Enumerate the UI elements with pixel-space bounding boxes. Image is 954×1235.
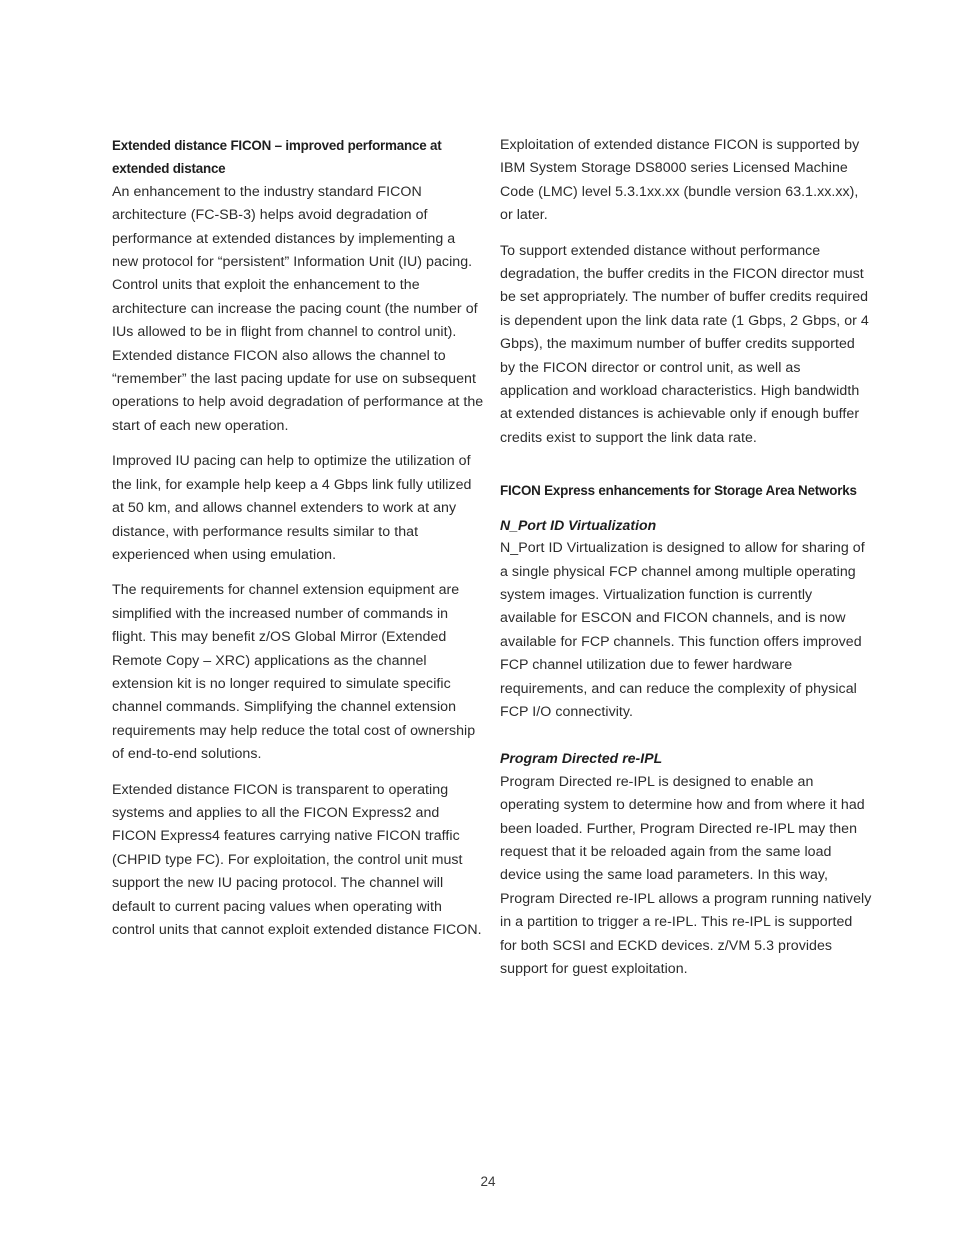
left-column [112, 134, 484, 942]
right-column [500, 134, 872, 981]
paragraph-channel-extension: The requirements for channel extension equipment are simplified with the increased number of commands in flight. This may benefit z/OS Global Mirror (Extended Remote Copy – XRC) applications as the channel extension kit is no longer required to simulate specific channel commands. Simplifying the channel extension requirements may help reduce the total cost of ownership of end-to-end solutions. [112, 582, 476, 763]
paragraph-npiv: N_Port ID Virtualization is designed to allow for sharing of a single physical FCP channel among multiple operating system images. Virtualization function is currently available for ESCON and FICON channels, and is now available for FCP channels. This function offers improved FCP channel utilization due to fewer hardware requirements, and can reduce the complexity of physical FCP I/O connectivity. [500, 540, 865, 720]
subheading-program-directed-reipl: Program Directed re-IPL [500, 750, 663, 767]
paragraph-iu-pacing-enhancement: An enhancement to the industry standard FICON architecture (FC-SB-3) helps avoid degradation of performance at extended distances by implementing a new protocol for “persistent” Information Unit (IU) pacing. Control units that exploit the enhancement to the architecture can increase the pacing count (the number of IUs allowed to be in flight from channel to control unit). Extended distance FICON also allows the channel to “remember” the last pacing update for use on subsequent operations to help avoid degradation of performance at the start of each new operation. [112, 183, 484, 434]
paragraph-buffer-credits: To support extended distance without performance degradation, the buffer credits in the FICON director must be set appropriately. The number of buffer credits required is dependent upon the link data rate (1 Gbps, 2 Gbps, or 4 Gbps), the maximum number of buffer credits supported by the FICON director or control unit, as well as application and workload characteristics. High bandwidth at extended distances is achievable only if enough buffer credits exist to support the link data rate. [500, 242, 869, 446]
page-number: 24 [480, 1174, 496, 1189]
paragraph-exploitation-support: Exploitation of extended distance FICON is supported by IBM System Storage DS8000 series Licensed Machine Code (LMC) level 5.3.1xx.xx (bundle version 63.1.xx.xx), or later. [500, 137, 860, 224]
subheading-npiv: N_Port ID Virtualization [500, 516, 657, 533]
paragraph-improved-iu-pacing: Improved IU pacing can help to optimize the utilization of the link, for example help keep a 4 Gbps link fully utilized at 50 km, and allows channel extenders to work at any distance, with performance results similar to that experienced when using emulation. [112, 453, 472, 563]
paragraph-transparency: Extended distance FICON is transparent to operating systems and applies to all the FICON Express2 and FICON Express4 features carrying native FICON traffic (CHPID type FC). For exploitation, the control unit must support the new IU pacing protocol. The channel will default to current pacing values when operating with control units that cannot exploit extended distance FICON. [112, 781, 482, 938]
paragraph-program-directed-reipl: Program Directed re-IPL is designed to enable an operating system to determine how and from where it had been loaded. Further, Program Directed re-IPL may then request that it be reloaded again from the same load device using the same load parameters. In this way, Program Directed re-IPL allows a program running natively in a partition to trigger a re-IPL. This re-IPL is supported for both SCSI and ECKD devices. z/VM 5.3 provides support for guest exploitation. [500, 773, 872, 977]
section-heading-ficon-express-san: FICON Express enhancements for Storage Area Networks [500, 483, 857, 499]
section-heading-extended-distance-ficon: Extended distance FICON – improved performance at extended distance [112, 138, 442, 177]
